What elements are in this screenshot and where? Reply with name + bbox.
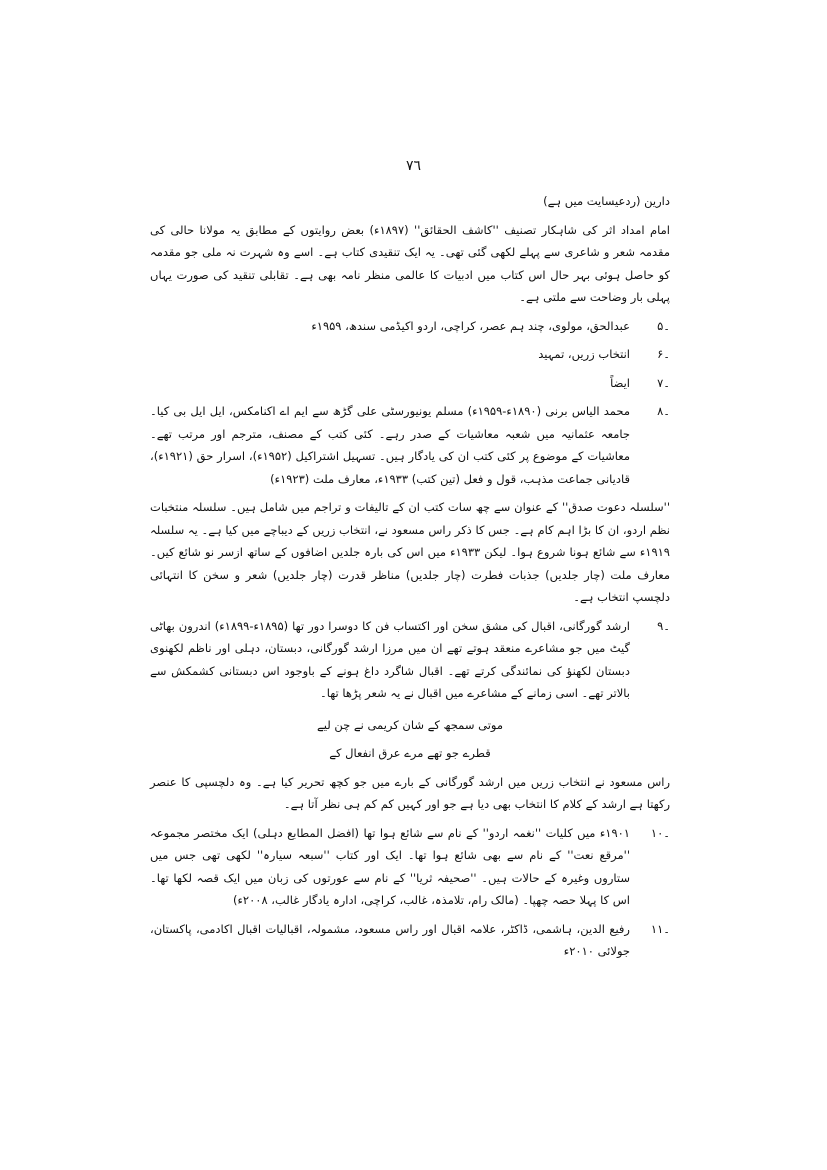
footnote-text: ایضاً	[610, 375, 630, 390]
verse-line-2: قطرے جو تھے مرے عرق انفعال کے	[329, 745, 491, 760]
page-content	[150, 190, 670, 969]
footnote-text: ارشد گورگانی، اقبال کی مشق سخن اور اکتساب فن کا دوسرا دور تھا (۱۸۹۵ء-۱۸۹۹ء) اندرون بھاٹی گیٹ میں جو مشاعرے منعقد ہوتے تھے ان میں مرزا ارشد گورگانی، دبستان، دہلی اور ناظم لکھنوی دبستان لکھنؤ کی نمائندگی کرتے تھے۔ اقبال شاگرد داغ ہونے کے باوجود اس دبستانی کشمکش سے بالاتر تھے۔ اسی زمانے کے مشاعرے میں اقبال نے یہ شعر پڑھا تھا۔	[150, 618, 631, 700]
footnote-text: ۱۹۰۱ء میں کلیات ''نغمہ اردو'' کے نام سے شائع ہوا تھا (افضل المطابع دہلی) ایک مختصر مجموعہ ''مرقع نعت'' کے نام سے بھی شائع ہوا تھا۔ ایک اور کتاب ''سبعہ سیارہ'' لکھی تھی جس میں ستاروں وغیرہ کے حالات ہیں۔ ''صحیفہ ثریا'' کے نام سے عورتوں کی زبان میں ایک قصہ لکھا تھا۔ اس کا پہلا حصہ چھپا۔ (مالک رام، تلامذہ، غالب، کراچی، ادارہ یادگار غالب، ۲۰۰۸ء)	[150, 825, 630, 907]
verse-line-1: موتی سمجھ کے شان کریمی نے چن لیے	[316, 717, 504, 732]
footnote-number: ۵۔	[657, 318, 670, 333]
verse-couplet	[150, 711, 670, 767]
page-number: ٧٦	[405, 158, 422, 174]
footnote-number: ۹۔	[657, 618, 670, 633]
footnote-text: انتخاب زریں، تمہید	[538, 347, 630, 361]
footnote-text: رفیع الدین، ہاشمی، ڈاکٹر، علامہ اقبال اور راس مسعود، مشمولہ، اقبالیات اقبال اکادمی، پاکستان، جولائی ۲۰۱۰ء	[150, 921, 630, 958]
intro-line: دارین (ردعیسایت میں ہے)	[543, 194, 670, 208]
footnote-number: ۷۔	[657, 375, 670, 390]
footnote-text: محمد الیاس برنی (۱۸۹۰ء-۱۹۵۹ء) مسلم یونیورسٹی علی گڑھ سے ایم اے اکنامکس، ایل ایل بی کیا۔ جامعہ عثمانیہ میں شعبہ معاشیات کے صدر رہے۔ کئی کتب کے مصنف، مترجم اور مرتب تھے۔ معاشیات کے موضوع پر کئی کتب ان کی یادگار ہیں۔ تسہیل اشتراکیل (۱۹۵۲ء)، اسرار حق (۱۹۲۱ء)، قادیانی جماعت مذہب، قول و فعل (تین کتب) ۱۹۳۳ء، معارف ملت (۱۹۲۳ء)	[150, 404, 631, 486]
footnote-number: ۶۔	[657, 347, 670, 361]
footnote-5	[150, 315, 670, 338]
footnote-9-continuation: راس مسعود نے انتخاب زریں میں ارشد گورگانی کے بارے میں جو کچھ تحریر کیا ہے۔ وہ دلچسپی کا عنصر رکھتا ہے ارشد کے کلام کا انتخاب بھی دیا ہے جو اور کہیں کم کم ہی نظر آتا ہے۔	[150, 774, 670, 811]
footnote-11	[150, 918, 670, 963]
footnote-10	[150, 822, 670, 912]
footnote-9	[150, 615, 670, 705]
intro-paragraph: امام امداد اثر کی شاہکار تصنیف ''کاشف الحقائق'' (۱۸۹۷ء) بعض روایتوں کے مطابق یہ مولانا حالی کی مقدمہ شعر و شاعری سے پہلے لکھی گئی تھی۔ یہ ایک تنقیدی کتاب ہے۔ اسے وہ شہرت نہ ملی جو مقدمہ کو حاصل ہوئی بہر حال اس کتاب میں ادبیات کا عالمی منظر نامہ بھی ہے۔ تقابلی تنقید کی صورت یہاں پہلی بار وضاحت سے ملتی ہے۔	[150, 222, 670, 304]
footnote-number: ۱۱۔	[650, 921, 670, 936]
footnote-text: عبدالحق، مولوی، چند ہم عصر، کراچی، اردو اکیڈمی سندھ، ۱۹۵۹ء	[311, 318, 630, 333]
footnote-8-continuation: ''سلسلہ دعوت صدق'' کے عنوان سے چھ سات کتب ان کے تالیفات و تراجم میں شامل ہیں۔ سلسلہ منتخبات نظم اردو، ان کا بڑا اہم کام ہے۔ جس کا ذکر راس مسعود نے، انتخاب زریں کے دیباچے میں کیا ہے۔ یہ سلسلہ ۱۹۱۹ء سے شائع ہونا شروع ہوا۔ لیکن ۱۹۳۳ء میں اس کی بارہ جلدیں اضافوں کے ساتھ ازسر نو شائع کیں۔ معارف ملت (چار جلدیں) جذبات فطرت (چار جلدیں) مناظر قدرت (چار جلدیں) شعر و سخن کا انتہائی دلچسپ انتخاب ہے۔	[150, 500, 670, 604]
footnote-number: ۱۰۔	[650, 825, 670, 840]
footnote-7	[150, 372, 670, 395]
footnote-number: ۸۔	[657, 404, 670, 418]
footnote-6	[150, 343, 670, 366]
footnote-8	[150, 400, 670, 490]
